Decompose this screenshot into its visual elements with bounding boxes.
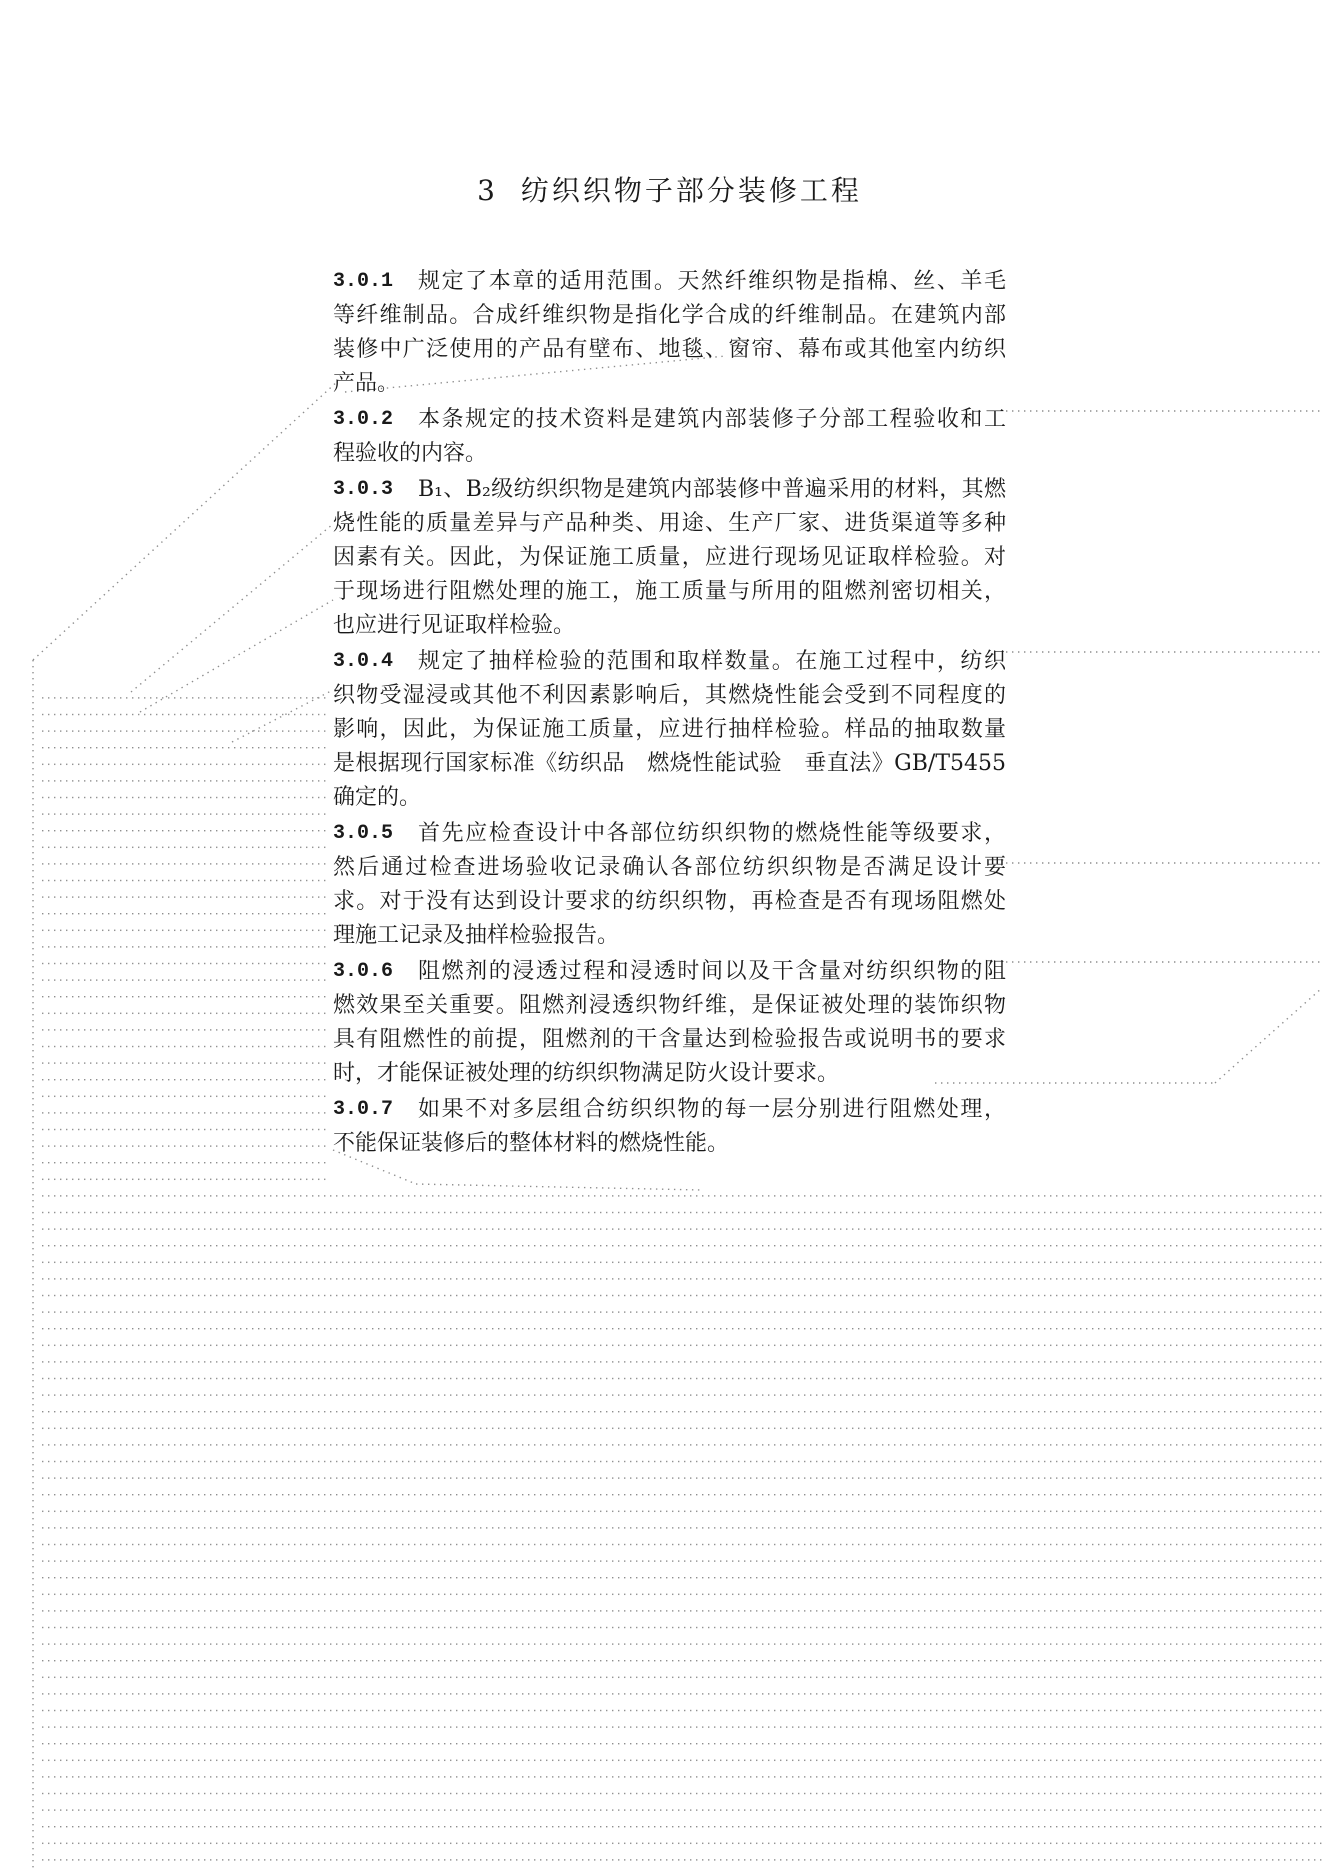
- clause-first-line: [333, 955, 1006, 989]
- clause-text-line: 如果不对多层组合纺织织物的每一层分别进行阻燃处理，: [418, 1097, 1006, 1122]
- clause-first-line: [333, 1093, 1006, 1127]
- clause-text-line: 等纤维制品。合成纤维织物是指化学合成的纤维制品。在建筑内部: [333, 303, 1006, 328]
- clause-text-line: 烧性能的质量差异与产品种类、用途、生产厂家、进货渠道等多种: [333, 511, 1006, 536]
- clause-text-line: 不能保证装修后的整体材料的燃烧性能。: [333, 1131, 730, 1156]
- dotted-rule-block-left: [40, 690, 330, 1190]
- dotted-guide-line: [416, 1184, 702, 1190]
- clause-text-line: 然后通过检查进场验收记录确认各部位纺织织物是否满足设计要: [333, 855, 1006, 880]
- clause-text-line: 理施工记录及抽样检验报告。: [333, 923, 620, 948]
- chapter-heading: [333, 170, 1006, 212]
- clause-text-line: 规定了抽样检验的范围和取样数量。在施工过程中，纺织: [418, 649, 1006, 674]
- clause-3-0-1: [333, 265, 1006, 401]
- clause-number: 3.0.2: [333, 408, 394, 431]
- clause-3-0-5: [333, 817, 1006, 953]
- clause-text-line: 也应进行见证取样检验。: [333, 613, 576, 638]
- clause-3-0-4: [333, 645, 1006, 815]
- clause-3-0-2: [333, 403, 1006, 471]
- clause-number: 3.0.3: [333, 478, 394, 501]
- clause-3-0-7: [333, 1093, 1006, 1161]
- clause-number: 3.0.7: [333, 1098, 394, 1121]
- dotted-rule-block-lower: [40, 1192, 1322, 1871]
- clause-first-line: [333, 817, 1006, 851]
- clause-first-line: [333, 645, 1006, 679]
- dotted-guide-line: [33, 380, 339, 660]
- clause-first-line: [333, 403, 1006, 437]
- clause-text-line: 确定的。: [333, 785, 422, 810]
- clause-text-line: B₁、B₂级纺织织物是建筑内部装修中普遍采用的材料，其燃: [418, 477, 1006, 502]
- clause-number: 3.0.4: [333, 650, 394, 673]
- clause-3-0-6: [333, 955, 1006, 1091]
- clause-3-0-3: [333, 473, 1006, 643]
- clause-text-line: 首先应检查设计中各部位纺织织物的燃烧性能等级要求，: [418, 821, 1006, 846]
- clause-text-line: 规定了本章的适用范围。天然纤维织物是指棉、丝、羊毛: [418, 269, 1006, 294]
- dotted-guide-line: [1215, 988, 1322, 1083]
- clause-text-line: 于现场进行阻燃处理的施工，施工质量与所用的阻燃剂密切相关，: [333, 579, 1006, 604]
- chapter-title: 纺织织物子部分装修工程: [520, 174, 862, 207]
- clause-first-line: [333, 265, 1006, 299]
- clause-text-line: 阻燃剂的浸透过程和浸透时间以及干含量对纺织织物的阻: [418, 959, 1006, 984]
- chapter-body: [333, 265, 1006, 1161]
- clause-number: 3.0.6: [333, 960, 394, 983]
- clause-first-line: [333, 473, 1006, 507]
- clause-text-line: 影响，因此，为保证施工质量，应进行抽样检验。样品的抽取数量: [333, 717, 1006, 742]
- clause-text-line: 产品。: [333, 371, 400, 396]
- clause-text-line: 装修中广泛使用的产品有壁布、地毯、窗帘、幕布或其他室内纺织: [333, 337, 1006, 362]
- clause-text-line: 是根据现行国家标准《纺织品 燃烧性能试验 垂直法》GB/T5455: [333, 751, 1006, 776]
- clause-text-line: 燃效果至关重要。阻燃剂浸透织物纤维，是保证被处理的装饰织物: [333, 993, 1006, 1018]
- clause-text-line: 具有阻燃性的前提，阻燃剂的干含量达到检验报告或说明书的要求: [333, 1027, 1006, 1052]
- clause-text-line: 求。对于没有达到设计要求的纺织织物，再检查是否有现场阻燃处: [333, 889, 1006, 914]
- clause-number: 3.0.5: [333, 822, 394, 845]
- dotted-guide-line: [131, 524, 333, 692]
- clause-text-line: 织物受湿浸或其他不利因素影响后，其燃烧性能会受到不同程度的: [333, 683, 1006, 708]
- clause-text-line: 本条规定的技术资料是建筑内部装修子分部工程验收和工: [418, 407, 1006, 432]
- clause-text-line: 程验收的内容。: [333, 441, 488, 466]
- chapter-number: 3: [477, 174, 495, 207]
- clause-text-line: 因素有关。因此，为保证施工质量，应进行现场见证取样检验。对: [333, 545, 1006, 570]
- clause-text-line: 时，才能保证被处理的纺织织物满足防火设计要求。: [333, 1061, 840, 1086]
- clause-number: 3.0.1: [333, 270, 394, 293]
